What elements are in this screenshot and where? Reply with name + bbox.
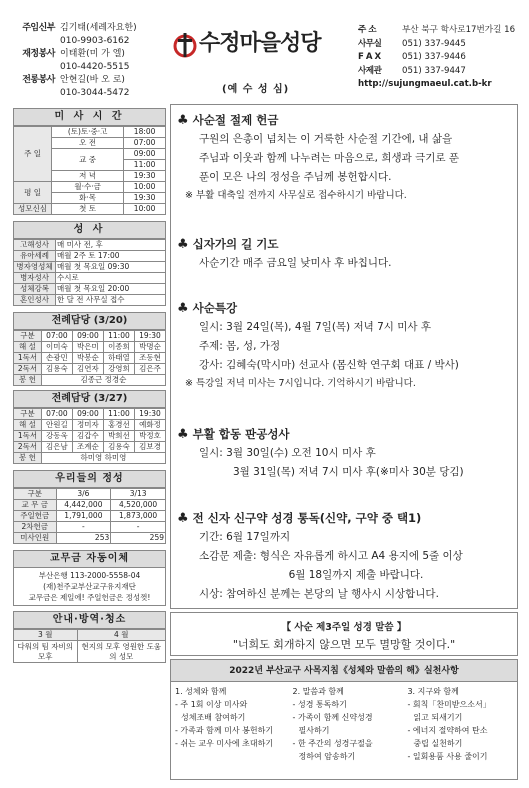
notice-stations-of-cross: ♣ 십자가의 길 기도 사순기간 매주 금요일 낮미사 후 바칩니다. [177,237,392,269]
club-bullet-icon: ♣ [177,113,189,128]
church-subtitle: (예 수 성 심) [222,84,290,95]
church-title: 수정마을성당 [199,31,321,56]
policy-title: 2022년 부산교구 사목지침《성체와 말씀의 해》실천사항 [171,660,517,682]
scripture-title: 【 사순 제3주일 성경 말씀 】 [281,622,407,633]
auto-transfer-info: 부산은행 113-2000-5558-04 (재)천주교부산교구유지재단 교무금은 제일에! 주일헌금은 정성껏! [13,568,166,606]
sacrament-title: 성 사 [13,221,166,239]
club-bullet-icon: ♣ [177,511,189,526]
church-logo [172,32,198,58]
header-contacts-left: 주임신부 김기태(세례자요한) 010-9903-6162 재정봉사 이태환(미 가 엘) 010-4420-5515 전롱봉사 안현길(바 오 로) 010-3044-5472 [22,23,137,98]
liturgy-duty-title-1: 전례담당 (3/20) [13,312,166,330]
offering-table: 구분 3/6 3/13 교 무 금 4,442,000 4,520,000 주일헌금 1,791,000 1,873,000 2차헌금 - - 미사인원 253 259 [13,488,166,544]
club-bullet-icon: ♣ [177,427,189,442]
guide-table: 3 월 4 월 다워의 팀 자비의 모후 현지의 모후 영원한 도움의 성모 [13,629,166,663]
mass-times-table: 주 일 (토)토·중·고 18:00 오 전 07:00 교 중 09:00 11:00 저 녁 19:30 평 일 월·수·금 10:00 화·목 19:30 성모신심 첫 토 10:00 [13,126,166,215]
policy-col-eucharist: 1. 성체와 함께 - 주 1회 이상 미사와 성체조배 참여하기 - 가족과 함께 미사 봉헌하기 - 쉬는 교우 미사에 초대하기 [175,687,274,748]
liturgy-duty-title-2: 전례담당 (3/27) [13,390,166,408]
website-link[interactable]: http://sujungmaeul.cat.b-kr [358,79,492,89]
auto-transfer-title: 교무금 자동이체 [13,550,166,568]
pastoral-policy [170,659,518,780]
club-bullet-icon: ♣ [177,237,189,252]
notice-bible-reading: ♣ 전 신자 신구약 성경 통독(신약, 구약 중 택1) 기간: 6월 17일까지 소감문 제출: 형식은 자유롭게 하시고 A4 용지에 5줄 이상 6월 18일까지 제출 바랍니다. 시상: 참여하신 분께는 본당의 날 행사시 시상합니다. [177,511,463,600]
main-notices [170,104,518,609]
liturgy-duty-table-2: 구분 07:00 09:00 11:00 19:30 해 설 안원길 정미자 홍경선 예화정 1독서 강동욱 김갑수 박희선 박정호 2독서 김은남 조계순 김용숙 김보경 봉 헌 하미영 하미영 [13,408,166,464]
header-contacts-right: 주 소 부산 북구 학사로17번가길 16 사무실 051) 337-9445 F A X 051) 337-9446 사제관 051) 337-9447 http://sujungmaeul.cat.b-kr [358,25,516,89]
liturgy-duty-table-1: 구분 07:00 09:00 11:00 19:30 해 설 이미숙 박은미 이종희 박명순 1독서 손광민 박봉순 하태열 조동현 2독서 김용숙 김연자 강영희 김은주 봉 헌 김종근 정경순 [13,330,166,386]
scripture-box [170,612,518,656]
scripture-verse: "너희도 회개하지 않으면 모두 멸망할 것이다." [232,638,456,651]
policy-col-earth: 3. 지구와 함께 - 회칙「찬미받으소서」 읽고 되새기기 - 에너지 절약하여 탄소 중립 실천하기 - 일회용품 사용 줄이기 [407,687,491,761]
club-bullet-icon: ♣ [177,301,189,316]
offering-title: 우리들의 정성 [13,470,166,488]
notice-lent-offering: ♣ 사순절 절제 헌금 구원의 은총이 넘치는 이 거룩한 사순절 기간에, 내 삶을 주님과 이웃과 함께 나누려는 마음으로, 희생과 극기로 푼 푼이 모은 나의 정성을 주님께 봉헌합시다. ※ 부활 대축일 전까지 사무실로 접수하시기 바랍니다. [177,113,459,201]
notice-lent-lecture: ♣ 사순특강 일시: 3월 24일(목), 4월 7일(목) 저녁 7시 미사 후 주제: 몸, 성, 가정 강사: 김혜숙(막시마) 선교사 (몸신학 연구회 대표 / 박사) ※ 특강일 저녁 미사는 7시입니다. 기억하시기 바랍니다. [177,301,459,389]
policy-col-word: 2. 말씀과 함께 - 성경 통독하기 - 가족이 함께 신약성경 필사하기 - 한 주간의 성경구절을 정하여 암송하기 [292,687,373,761]
notice-confession: ♣ 부활 합동 판공성사 일시: 3월 30일(수) 오전 10시 미사 후 3월 31일(목) 저녁 7시 미사 후(※미사 30분 당김) [177,427,464,478]
sacrament-table: 고해성사 매 미사 전, 후 유아세례 매월 2주 토 17:00 병자영성체 매월 첫 목요일 09:30 병자성사 수시로 성체강복 매월 첫 목요일 20:00 혼인성사 한 달 전 사무실 접수 [13,239,166,306]
sidebar [13,108,166,663]
guide-title: 안내·방역·청소 [13,611,166,629]
mass-times-title: 미 사 시 간 [13,108,166,126]
